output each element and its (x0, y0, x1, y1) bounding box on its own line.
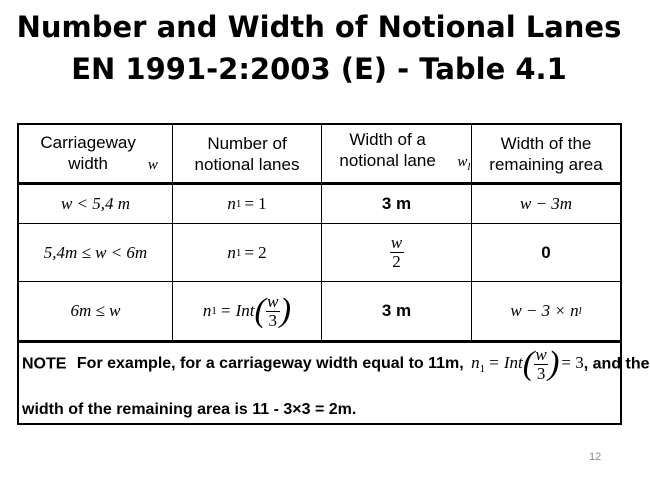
formula-sub: 1 (479, 363, 486, 376)
note-divider (19, 340, 620, 343)
fraction-denominator: 3 (536, 364, 546, 383)
open-paren: ( (254, 292, 266, 329)
slide-title (0, 6, 638, 90)
fraction-numerator: w (390, 233, 403, 252)
title-line-1: Number and Width of Notional Lanes (16, 10, 622, 44)
lanes-lhs: n (227, 194, 236, 213)
row2-lane-width (322, 224, 471, 281)
formula-rhs: = Int (488, 353, 523, 373)
row1-lanes (173, 185, 321, 223)
row1-width-condition: w < 5,4 m (60, 194, 131, 213)
header-text: Width of the remaining area (489, 133, 603, 174)
lanes-rhs: = 2 (244, 242, 267, 262)
note-text: For example, for a carriageway width equal to 11m, (76, 355, 464, 373)
note-label: NOTE (22, 355, 67, 373)
close-paren: ) (548, 345, 560, 383)
remaining-text: w − 3 × n (510, 301, 579, 320)
fraction-denominator: 2 (392, 252, 401, 271)
fraction-numerator: w (267, 291, 279, 311)
row2-remaining: 0 (541, 242, 551, 262)
header-symbol: w (147, 156, 158, 173)
formula-fraction (534, 347, 548, 382)
lanes-sub: 1 (211, 305, 217, 317)
row1-lane-width: 3 m (381, 194, 412, 213)
header-text: Carriageway width (40, 132, 136, 173)
header-carriageway-width (19, 125, 172, 182)
lanes-rhs: = 1 (244, 194, 267, 213)
row2-lanes (173, 224, 321, 281)
note-line-2: width of the remaining area is 11 - 3×3 = 2m. (22, 401, 357, 418)
remaining-sub: l (578, 305, 582, 317)
note-formula (471, 345, 584, 383)
lanes-lhs: n (202, 301, 212, 320)
lanes-sub: 1 (235, 246, 242, 259)
fraction-numerator: w (535, 345, 547, 364)
row1-remaining: w − 3m (519, 194, 573, 213)
title-line-2: EN 1991-2:2003 (E) - Table 4.1 (71, 52, 567, 86)
header-symbol: w (457, 154, 468, 170)
row3-lane-width: 3 m (381, 301, 412, 320)
open-paren: ( (522, 345, 535, 383)
header-remaining-area (472, 125, 620, 182)
note-line-1 (22, 347, 650, 382)
close-paren: ) (279, 292, 292, 329)
header-symbol-sub: l (467, 161, 471, 173)
lanes-sub: 1 (235, 198, 242, 210)
note-line1-end: , and the (583, 355, 650, 373)
fraction-denominator: 3 (268, 310, 278, 330)
formula-lhs: n (471, 353, 480, 373)
header-text: Width of a notional lane (339, 130, 436, 170)
formula-result: = 3 (561, 353, 584, 373)
row3-width-condition: 6m ≤ w (70, 301, 121, 320)
row2-width-condition: 5,4m ≤ w < 6m (43, 242, 148, 262)
header-number-of-lanes (173, 125, 321, 182)
row3-remaining (472, 282, 620, 340)
row3-lanes (173, 282, 321, 340)
lane-width-fraction (390, 235, 404, 270)
lanes-lhs: n (227, 242, 236, 262)
header-text: Number of notional lanes (194, 133, 300, 174)
header-lane-width (322, 125, 471, 182)
lanes-rhs: = Int (219, 301, 255, 320)
lanes-fraction (266, 291, 280, 330)
notional-lanes-table (17, 123, 650, 425)
page-number: 12 (589, 451, 602, 463)
